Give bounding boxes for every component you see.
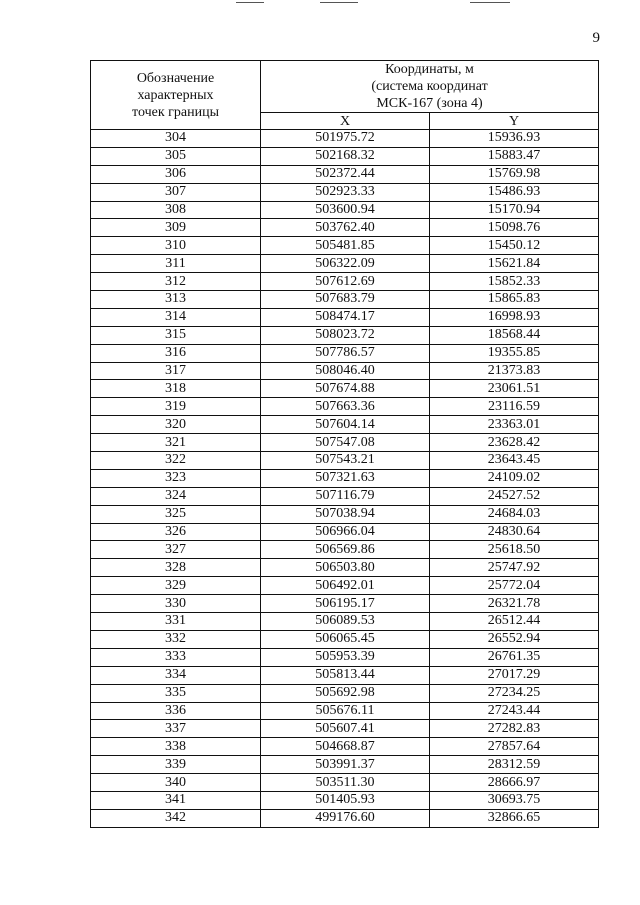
x-coordinate-cell: 505481.85 bbox=[261, 237, 430, 255]
table-row bbox=[91, 147, 599, 165]
table-row bbox=[91, 469, 599, 487]
x-coordinate-cell: 507547.08 bbox=[261, 434, 430, 452]
y-column-header: Y bbox=[430, 113, 599, 130]
table-row bbox=[91, 380, 599, 398]
y-coordinate-cell: 15852.33 bbox=[430, 273, 599, 291]
y-coordinate-cell: 25772.04 bbox=[430, 577, 599, 595]
x-coordinate-cell: 506569.86 bbox=[261, 541, 430, 559]
point-cell: 336 bbox=[91, 702, 261, 720]
point-cell: 333 bbox=[91, 648, 261, 666]
y-coordinate-cell: 18568.44 bbox=[430, 326, 599, 344]
scan-mark bbox=[320, 2, 358, 3]
point-cell: 326 bbox=[91, 523, 261, 541]
point-cell: 325 bbox=[91, 505, 261, 523]
x-coordinate-cell: 507683.79 bbox=[261, 291, 430, 309]
point-cell: 311 bbox=[91, 255, 261, 273]
coordinates-table bbox=[90, 60, 599, 828]
y-coordinate-cell: 25747.92 bbox=[430, 559, 599, 577]
table-row bbox=[91, 416, 599, 434]
x-coordinate-cell: 502923.33 bbox=[261, 183, 430, 201]
point-cell: 320 bbox=[91, 416, 261, 434]
page-number: 9 bbox=[592, 30, 600, 46]
x-coordinate-cell: 506492.01 bbox=[261, 577, 430, 595]
table-row bbox=[91, 774, 599, 792]
point-cell: 324 bbox=[91, 487, 261, 505]
y-coordinate-cell: 23363.01 bbox=[430, 416, 599, 434]
coordinates-group-header bbox=[261, 61, 599, 113]
point-cell: 329 bbox=[91, 577, 261, 595]
x-coordinate-cell: 501405.93 bbox=[261, 791, 430, 809]
y-coordinate-cell: 15936.93 bbox=[430, 130, 599, 148]
point-cell: 328 bbox=[91, 559, 261, 577]
table-row bbox=[91, 398, 599, 416]
x-coordinate-cell: 507116.79 bbox=[261, 487, 430, 505]
point-column-header-text: Обозначение характерных точек границы bbox=[132, 70, 219, 120]
scan-mark bbox=[236, 2, 264, 3]
point-cell: 327 bbox=[91, 541, 261, 559]
y-coordinate-cell: 15450.12 bbox=[430, 237, 599, 255]
x-coordinate-cell: 506322.09 bbox=[261, 255, 430, 273]
table-row bbox=[91, 165, 599, 183]
x-coordinate-cell: 505607.41 bbox=[261, 720, 430, 738]
y-coordinate-cell: 23628.42 bbox=[430, 434, 599, 452]
x-coordinate-cell: 506065.45 bbox=[261, 630, 430, 648]
y-coordinate-cell: 26552.94 bbox=[430, 630, 599, 648]
table-row bbox=[91, 130, 599, 148]
point-cell: 307 bbox=[91, 183, 261, 201]
point-cell: 338 bbox=[91, 738, 261, 756]
x-coordinate-cell: 506089.53 bbox=[261, 613, 430, 631]
table-row bbox=[91, 291, 599, 309]
point-cell: 335 bbox=[91, 684, 261, 702]
y-coordinate-cell: 15883.47 bbox=[430, 147, 599, 165]
y-coordinate-cell: 24684.03 bbox=[430, 505, 599, 523]
point-cell: 312 bbox=[91, 273, 261, 291]
y-coordinate-cell: 15769.98 bbox=[430, 165, 599, 183]
table-row bbox=[91, 630, 599, 648]
x-coordinate-cell: 505813.44 bbox=[261, 666, 430, 684]
table-row bbox=[91, 255, 599, 273]
x-coordinate-cell: 505692.98 bbox=[261, 684, 430, 702]
y-coordinate-cell: 15865.83 bbox=[430, 291, 599, 309]
table-row bbox=[91, 308, 599, 326]
table-row bbox=[91, 666, 599, 684]
x-coordinate-cell: 507612.69 bbox=[261, 273, 430, 291]
table-row bbox=[91, 505, 599, 523]
y-coordinate-cell: 26512.44 bbox=[430, 613, 599, 631]
table-row bbox=[91, 541, 599, 559]
x-coordinate-cell: 505953.39 bbox=[261, 648, 430, 666]
y-coordinate-cell: 28312.59 bbox=[430, 756, 599, 774]
y-coordinate-cell: 15621.84 bbox=[430, 255, 599, 273]
point-cell: 322 bbox=[91, 452, 261, 470]
x-coordinate-cell: 507321.63 bbox=[261, 469, 430, 487]
y-coordinate-cell: 23643.45 bbox=[430, 452, 599, 470]
table-row bbox=[91, 738, 599, 756]
y-coordinate-cell: 15098.76 bbox=[430, 219, 599, 237]
y-coordinate-cell: 25618.50 bbox=[430, 541, 599, 559]
point-cell: 337 bbox=[91, 720, 261, 738]
x-coordinate-cell: 507786.57 bbox=[261, 344, 430, 362]
x-coordinate-cell: 508023.72 bbox=[261, 326, 430, 344]
x-coordinate-cell: 508474.17 bbox=[261, 308, 430, 326]
point-cell: 330 bbox=[91, 595, 261, 613]
point-cell: 306 bbox=[91, 165, 261, 183]
y-coordinate-cell: 32866.65 bbox=[430, 809, 599, 827]
table-row bbox=[91, 326, 599, 344]
x-coordinate-cell: 507543.21 bbox=[261, 452, 430, 470]
point-column-header bbox=[91, 61, 261, 130]
x-coordinate-cell: 506966.04 bbox=[261, 523, 430, 541]
coordinates-group-header-text: Координаты, м (система координат МСК-167 (зона 4) bbox=[371, 62, 488, 111]
y-coordinate-cell: 24527.52 bbox=[430, 487, 599, 505]
y-coordinate-cell: 26761.35 bbox=[430, 648, 599, 666]
table-row bbox=[91, 344, 599, 362]
table-row bbox=[91, 791, 599, 809]
y-coordinate-cell: 21373.83 bbox=[430, 362, 599, 380]
scan-mark bbox=[470, 2, 510, 3]
y-coordinate-cell: 24830.64 bbox=[430, 523, 599, 541]
table-row bbox=[91, 559, 599, 577]
y-coordinate-cell: 27234.25 bbox=[430, 684, 599, 702]
table-row bbox=[91, 809, 599, 827]
table-row bbox=[91, 434, 599, 452]
x-coordinate-cell: 507038.94 bbox=[261, 505, 430, 523]
x-coordinate-cell: 507674.88 bbox=[261, 380, 430, 398]
table-row bbox=[91, 523, 599, 541]
y-coordinate-cell: 27243.44 bbox=[430, 702, 599, 720]
table-row bbox=[91, 362, 599, 380]
table-row bbox=[91, 595, 599, 613]
point-cell: 332 bbox=[91, 630, 261, 648]
y-coordinate-cell: 27017.29 bbox=[430, 666, 599, 684]
y-coordinate-cell: 23116.59 bbox=[430, 398, 599, 416]
point-cell: 318 bbox=[91, 380, 261, 398]
x-coordinate-cell: 503600.94 bbox=[261, 201, 430, 219]
y-coordinate-cell: 28666.97 bbox=[430, 774, 599, 792]
table-row bbox=[91, 201, 599, 219]
point-cell: 305 bbox=[91, 147, 261, 165]
x-coordinate-cell: 502168.32 bbox=[261, 147, 430, 165]
table-body bbox=[91, 130, 599, 828]
point-cell: 323 bbox=[91, 469, 261, 487]
point-cell: 308 bbox=[91, 201, 261, 219]
point-cell: 316 bbox=[91, 344, 261, 362]
y-coordinate-cell: 16998.93 bbox=[430, 308, 599, 326]
x-coordinate-cell: 499176.60 bbox=[261, 809, 430, 827]
point-cell: 339 bbox=[91, 756, 261, 774]
x-coordinate-cell: 508046.40 bbox=[261, 362, 430, 380]
table-row bbox=[91, 237, 599, 255]
point-cell: 340 bbox=[91, 774, 261, 792]
x-coordinate-cell: 501975.72 bbox=[261, 130, 430, 148]
x-coordinate-cell: 505676.11 bbox=[261, 702, 430, 720]
x-coordinate-cell: 507663.36 bbox=[261, 398, 430, 416]
point-cell: 310 bbox=[91, 237, 261, 255]
y-coordinate-cell: 19355.85 bbox=[430, 344, 599, 362]
x-coordinate-cell: 506195.17 bbox=[261, 595, 430, 613]
y-coordinate-cell: 24109.02 bbox=[430, 469, 599, 487]
y-coordinate-cell: 27282.83 bbox=[430, 720, 599, 738]
table-row bbox=[91, 273, 599, 291]
y-coordinate-cell: 30693.75 bbox=[430, 791, 599, 809]
point-cell: 313 bbox=[91, 291, 261, 309]
table-row bbox=[91, 452, 599, 470]
x-column-header: X bbox=[261, 113, 430, 130]
table-row bbox=[91, 613, 599, 631]
scan-artifact-marks bbox=[0, 0, 640, 6]
point-cell: 314 bbox=[91, 308, 261, 326]
x-coordinate-cell: 503511.30 bbox=[261, 774, 430, 792]
y-coordinate-cell: 23061.51 bbox=[430, 380, 599, 398]
x-coordinate-cell: 504668.87 bbox=[261, 738, 430, 756]
x-coordinate-cell: 502372.44 bbox=[261, 165, 430, 183]
table-row bbox=[91, 183, 599, 201]
point-cell: 331 bbox=[91, 613, 261, 631]
table-row bbox=[91, 577, 599, 595]
point-cell: 334 bbox=[91, 666, 261, 684]
point-cell: 317 bbox=[91, 362, 261, 380]
point-cell: 341 bbox=[91, 791, 261, 809]
y-coordinate-cell: 15170.94 bbox=[430, 201, 599, 219]
point-cell: 315 bbox=[91, 326, 261, 344]
x-coordinate-cell: 507604.14 bbox=[261, 416, 430, 434]
table-row bbox=[91, 702, 599, 720]
point-cell: 319 bbox=[91, 398, 261, 416]
table-row bbox=[91, 756, 599, 774]
point-cell: 309 bbox=[91, 219, 261, 237]
point-cell: 304 bbox=[91, 130, 261, 148]
point-cell: 342 bbox=[91, 809, 261, 827]
table-row bbox=[91, 219, 599, 237]
table-row bbox=[91, 720, 599, 738]
x-coordinate-cell: 506503.80 bbox=[261, 559, 430, 577]
table-row bbox=[91, 487, 599, 505]
x-coordinate-cell: 503762.40 bbox=[261, 219, 430, 237]
point-cell: 321 bbox=[91, 434, 261, 452]
y-coordinate-cell: 26321.78 bbox=[430, 595, 599, 613]
x-coordinate-cell: 503991.37 bbox=[261, 756, 430, 774]
table-header-row bbox=[91, 61, 599, 113]
table-row bbox=[91, 648, 599, 666]
y-coordinate-cell: 27857.64 bbox=[430, 738, 599, 756]
y-coordinate-cell: 15486.93 bbox=[430, 183, 599, 201]
table-row bbox=[91, 684, 599, 702]
